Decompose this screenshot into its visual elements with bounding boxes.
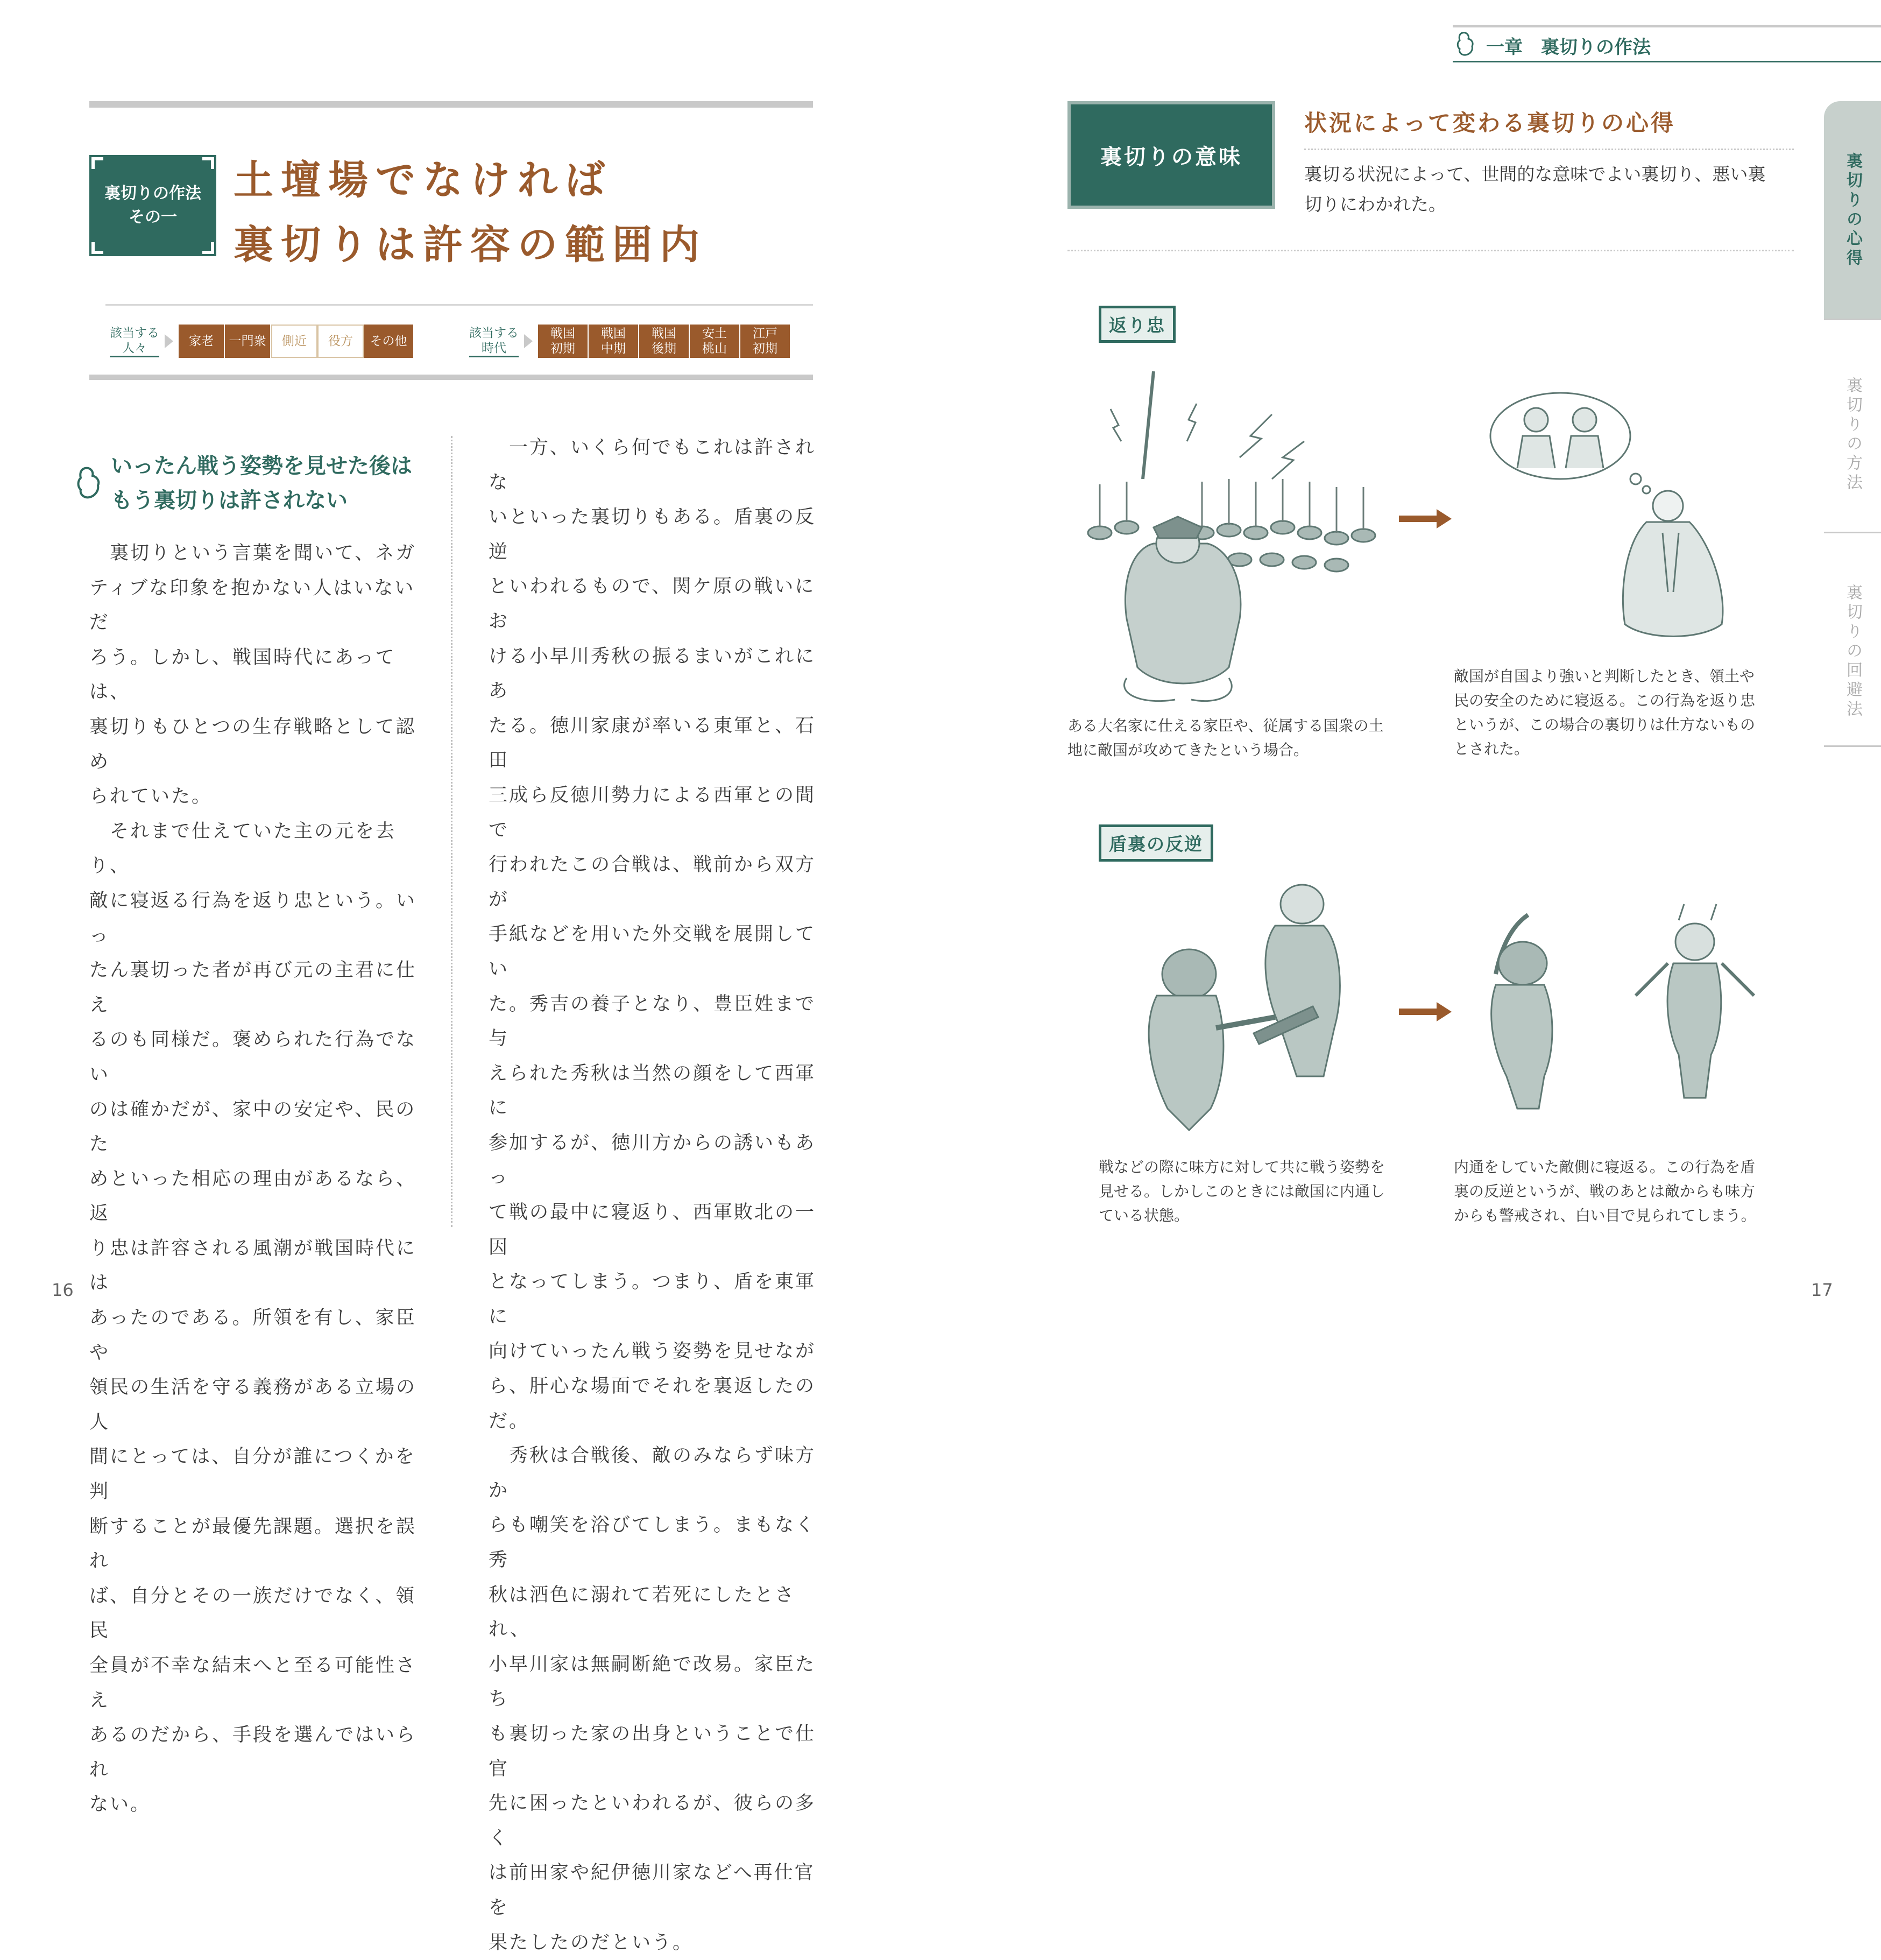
era-tag-line: 戦国: [652, 327, 676, 341]
body-line: あるのだから、手段を選んではいられ: [89, 1724, 417, 1781]
era-tag-line: 江戸: [753, 327, 777, 341]
people-label: 該当する 人々: [110, 326, 159, 357]
body-line: ける小早川秀秋の振るまいがこれにあ: [489, 645, 816, 702]
tab-kokoroe[interactable]: 裏切りの心得: [1824, 101, 1881, 319]
label-kaerichu: 返り忠: [1099, 306, 1176, 343]
era-tag: [740, 325, 791, 358]
body-line: らも嘲笑を浴びてしまう。まもなく秀: [489, 1514, 816, 1571]
caption-2b: 内通をしていた敵側に寝返る。この行為を盾 裏の反逆というが、戦のあとは敵からも味方 からも警戒され、白い目で見られてしまう。: [1454, 1158, 1756, 1224]
body-line: 行われたこの合戦は、戦前から双方が: [489, 854, 816, 911]
body-line: 裏切りもひとつの生存戦略として認め: [89, 716, 416, 773]
body-line: も裏切った家の出身ということで仕官: [489, 1723, 816, 1780]
arrow-right-icon: [1399, 1001, 1453, 1023]
map-silhouette-icon: [75, 466, 102, 499]
arrow-right-icon: [1399, 508, 1453, 530]
section-subtitle: 状況によって変わる裏切りの心得: [1304, 110, 1676, 136]
alliance-illustration: [1119, 872, 1377, 1141]
body-line: 三成ら反徳川勢力による西軍との間で: [489, 784, 816, 841]
bottom-rule: [89, 375, 813, 380]
plate-line-1: 裏切りの作法: [104, 184, 201, 203]
people-tag: その他: [364, 325, 414, 358]
era-tag: [538, 325, 589, 358]
people-cells: [179, 325, 414, 358]
plate-line-2: その一: [129, 208, 177, 227]
caption-1b: 敵国が自国より強いと判断したとき、領土や 民の安全のために寝返る。この行為を返り忠 というが、この場合の裏切りは仕方ないもの とされた。: [1454, 667, 1756, 758]
body-line: いといった裏切りもある。盾裏の反逆: [489, 506, 816, 563]
chapter-title: 一章 裏切りの作法: [1486, 37, 1651, 58]
body-column-1: [89, 536, 418, 1822]
era-tag: [639, 325, 690, 358]
era-tag: [690, 325, 740, 358]
map-silhouette-icon: [1456, 31, 1475, 56]
body-line: それまで仕えていた主の元を去り、: [89, 820, 397, 877]
body-line: といわれるもので、関ケ原の戦いにお: [489, 576, 816, 632]
era-tag-line: 初期: [550, 342, 575, 356]
section-plate: [89, 155, 216, 256]
people-tag: 家老: [179, 325, 225, 358]
body-line: 先に困ったといわれるが、彼らの多く: [489, 1793, 816, 1849]
era-tags: [469, 325, 791, 358]
body-line: えられた秀秋は当然の顔をして西軍に: [489, 1062, 816, 1119]
body-line: 領民の生活を守る義務がある立場の人: [89, 1377, 417, 1433]
body-line: た。秀吉の養子となり、豊臣姓まで与: [489, 993, 816, 1050]
era-cells: [538, 325, 791, 358]
era-arrow-icon: [524, 334, 533, 348]
retainer-illustration: [1485, 387, 1765, 646]
page-title-line-2: 裏切りは許容の範囲内: [234, 222, 707, 268]
body-line: るのも同様だ。褒められた行為でない: [89, 1029, 417, 1085]
tab-separator: [1824, 745, 1881, 747]
tab-separator: [1824, 319, 1881, 320]
era-tag-line: 初期: [753, 342, 777, 356]
era-label: 該当する 時代: [469, 326, 519, 357]
subtitle-underline: [1304, 149, 1794, 150]
body-line: めといった相応の理由があるなら、返: [89, 1168, 417, 1225]
body-line: 裏切りという言葉を聞いて、ネガ: [89, 542, 416, 564]
caption-2a: 戦などの際に味方に対して共に戦う姿勢を 見せる。しかしこのときには敵国に内通し ている状態。: [1099, 1158, 1385, 1224]
body-line: 参加するが、徳川方からの誘いもあっ: [489, 1132, 816, 1189]
body-line: られていた。: [89, 786, 213, 808]
body-line: 間にとっては、自分が誰につくかを判: [89, 1446, 416, 1503]
body-line: 敵に寝返る行為を返り忠という。いっ: [89, 890, 417, 947]
tab-houhou[interactable]: 裏切りの方法: [1843, 377, 1862, 493]
era-tag: [589, 325, 639, 358]
body-line: のは確かだが、家中の安定や、民のた: [89, 1098, 416, 1155]
body-line: ば、自分とその一族だけでなく、領民: [89, 1585, 416, 1642]
people-arrow-icon: [165, 334, 173, 348]
tab-kaihi[interactable]: 裏切りの回避法: [1843, 584, 1862, 720]
era-tag-line: 中期: [601, 342, 626, 356]
body-line: 向けていったん戦う姿勢を見せなが: [489, 1341, 816, 1363]
caption-1a: ある大名家に仕える家臣や、従属する国衆の土 地に敵国が攻めてきたという場合。: [1067, 717, 1384, 759]
era-tag-line: 戦国: [601, 327, 626, 341]
body-line: 小早川家は無嗣断絶で改易。家臣たち: [489, 1653, 816, 1710]
body-line: となってしまう。つまり、盾を東軍に: [489, 1271, 816, 1328]
section-divider: [1067, 250, 1794, 251]
body-line: 手紙などを用いた外交戦を展開してい: [489, 923, 816, 980]
body-column-2: [489, 431, 817, 1960]
body-line: ら、肝心な場面でそれを裏返したのだ。: [489, 1376, 816, 1432]
body-line: ろう。しかし、戦国時代にあっては、: [89, 646, 396, 703]
body-line: 一方、いくら何でもこれは許されな: [489, 437, 816, 493]
era-tag-line: 後期: [652, 342, 676, 356]
era-tag-line: 安土: [702, 327, 727, 341]
body-line: 全員が不幸な結末へと至る可能性さえ: [89, 1655, 417, 1711]
column-headline: いったん戦う姿勢を見せた後は もう裏切りは許されない: [111, 454, 412, 513]
people-tag: 一門衆: [225, 325, 271, 358]
top-rule: [89, 101, 813, 108]
body-line: ない。: [89, 1794, 151, 1816]
body-line: 果たしたのだという。: [489, 1931, 694, 1954]
label-tateura: 盾裏の反逆: [1099, 824, 1213, 862]
page-number-right: 17: [1811, 1280, 1833, 1300]
body-line: 断することが最優先課題。選択を誤れ: [89, 1515, 417, 1573]
people-tags: [110, 325, 414, 358]
body-line: り忠は許容される風潮が戦国時代には: [89, 1237, 417, 1294]
page-number-left: 16: [52, 1280, 74, 1300]
meaning-box: 裏切りの意味: [1067, 101, 1275, 209]
body-line: 秀秋は合戦後、敵のみならず味方か: [489, 1445, 816, 1501]
body-line: たん裏切った者が再び元の主君に仕え: [89, 960, 417, 1016]
body-line: て戦の最中に寝返り、西軍敗北の一因: [489, 1202, 816, 1258]
body-line: たる。徳川家康が率いる東軍と、石田: [489, 715, 816, 772]
body-line: ティブな印象を抱かない人はいないだ: [89, 577, 415, 634]
betrayal-illustration: [1453, 893, 1786, 1119]
tab-separator: [1824, 532, 1881, 533]
people-tag: 側近: [271, 325, 317, 358]
army-illustration: [1067, 366, 1390, 710]
body-line: は前田家や紀伊徳川家などへ再仕官を: [489, 1862, 815, 1919]
people-tag: 役方: [317, 325, 364, 358]
divider: [105, 304, 813, 306]
era-tag-line: 戦国: [550, 327, 575, 341]
section-description: 裏切る状況によって、世間的な意味でよい裏切り、悪い裏 切りにわかれた。: [1304, 164, 1766, 215]
era-tag-line: 桃山: [702, 342, 727, 356]
body-line: あったのである。所領を有し、家臣や: [89, 1307, 416, 1364]
body-line: 秋は酒色に溺れて若死にしたとされ、: [489, 1584, 796, 1641]
column-divider: [451, 436, 452, 1227]
page-title-line-1: 土壇場でなければ: [234, 157, 612, 203]
